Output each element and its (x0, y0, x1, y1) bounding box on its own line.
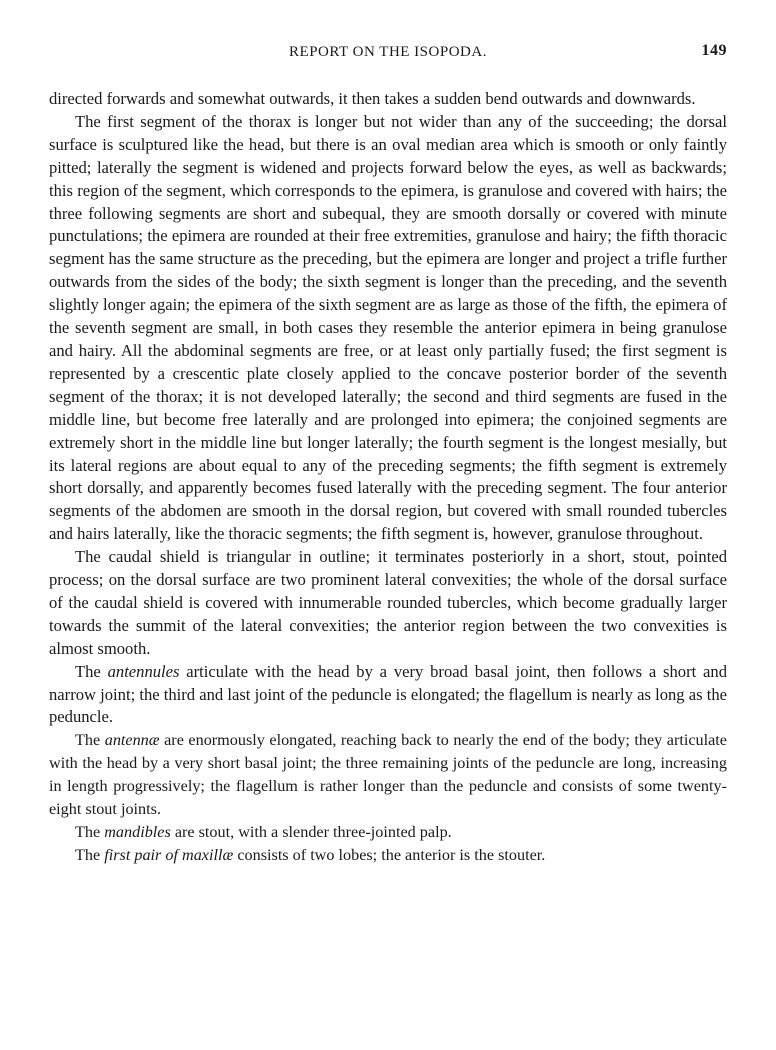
paragraph-text: are enormously elongated, reaching back to nearly the end of the body; they articulate with the head by a very short basal joint; the three remaining joints of the peduncle are long, increasing in length progressively; the flagellum is rather longer than the peduncle and consists of some twenty-eight stout joints. (49, 731, 727, 819)
running-head: REPORT ON THE ISOPODA. (289, 44, 487, 60)
paragraph-mandibles (49, 821, 727, 844)
paragraph-maxillae (49, 844, 727, 867)
paragraph-text: articulate with the head by a very broad basal joint, then follows a short and narrow joint; the third and last joint of the peduncle is elongated; the flagellum is nearly as long as the peduncle. (49, 661, 727, 727)
paragraph-thorax-abdomen (49, 111, 727, 546)
body-text (49, 88, 727, 867)
paragraph-text: The (75, 823, 105, 841)
paragraph-antennules (49, 661, 727, 730)
term-antennae: antennæ (104, 731, 160, 750)
paragraph-text: are stout, with a slender three-jointed palp. (170, 823, 452, 841)
paragraph-caudal-shield (49, 546, 727, 661)
paragraph-text: The (75, 661, 108, 681)
paragraph-continuation (49, 88, 727, 111)
page-number: 149 (701, 42, 727, 59)
paragraph-text: The caudal shield is triangular in outline; it terminates posteriorly in a short, stout, pointed process; on the dorsal surface are two prominent lateral convexities; the whole of the dorsal surface of the caudal shield is covered with innumerable rounded tubercles, which become gradually larger towards the summit of the lateral convexities; the anterior region between the two convexities is almost smooth. (49, 547, 727, 658)
term-first-pair-of-maxillae: first pair of maxillæ (104, 845, 234, 864)
document-page (49, 42, 727, 867)
paragraph-text: The (75, 845, 105, 864)
paragraph-text: directed forwards and somewhat outwards, it then takes a sudden bend outwards and downwards. (49, 89, 696, 108)
paragraph-text: The first segment of the thorax is longer but not wider than any of the succeeding; the dorsal surface is sculptured like the head, but there is an oval median area which is smooth or only faintly pitted; laterally the segment is widened and projects forward below the eyes, as well as backwards; this region of the segment, which corresponds to the epimera, is granulose and covered with hairs; the three following segments are short and subequal, they are smooth dorsally or covered with minute punctulations; the epimera are rounded at their free extremities, granulose and hairy; the fifth thoracic segment has the same structure as the preceding, but the epimera are longer and project a trifle further outwards from the sides of the body; the sixth segment is longer than the preceding, and the seventh slightly longer again; the epimera of the sixth segment are as large as those of the fifth, the epimera of the seventh segment are small, in both cases they resemble the anterior epimera in being granulose and hairy. All the abdominal segments are free, or at least only partially fused; the first segment is represented by a crescentic plate closely applied to the concave posterior border of the seventh segment of the thorax; it is not developed laterally; the second and third segments are fused in the middle line, but become free laterally and are prolonged into epimera; the conjoined segments are extremely short in the middle line but longer laterally; the fourth segment is the longest mesially, but its lateral regions are about equal to any of the preceding segments; the fifth segment is extremely short dorsally, and apparently becomes fused laterally with the preceding segment. The four anterior segments of the abdomen are smooth in the dorsal region, but covered with small rounded tubercles and hairs laterally, like the thoracic segments; the fifth segment is, however, granulose throughout. (49, 111, 727, 544)
term-mandibles: mandibles (104, 823, 171, 841)
paragraph-text: The (75, 731, 105, 750)
page-header (49, 42, 727, 66)
term-antennules: antennules (107, 661, 180, 681)
paragraph-antennae (49, 729, 727, 821)
paragraph-text: consists of two lobes; the anterior is the stouter. (233, 845, 546, 864)
